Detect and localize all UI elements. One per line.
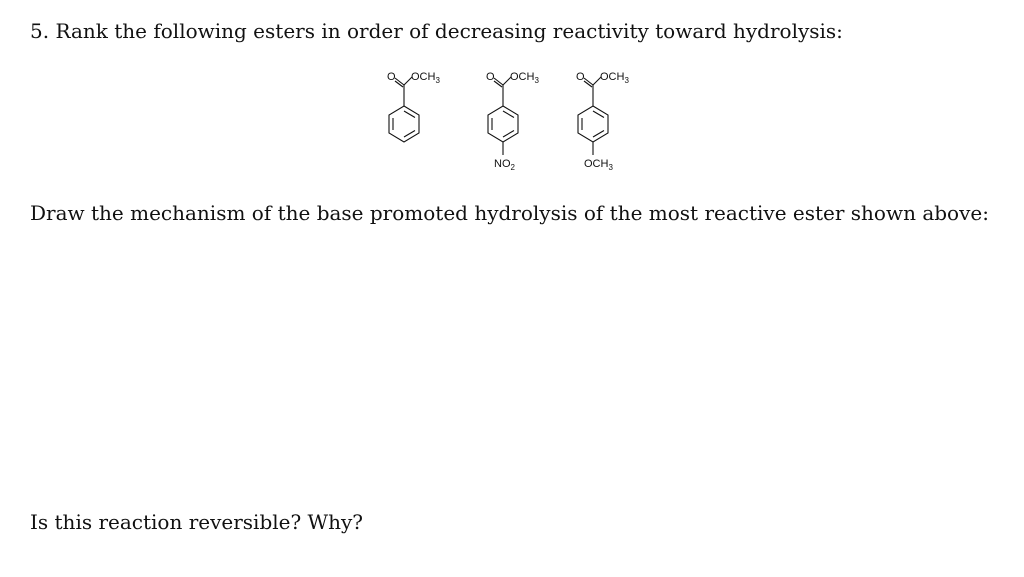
carbonyl-oxygen-label: O [486, 71, 495, 83]
mechanism-question-text: Draw the mechanism of the base promoted hydrolysis of the most reactive ester shown above: [30, 201, 989, 225]
carbonyl-oxygen-label: O [387, 71, 396, 83]
nitro-ester-diagram [466, 62, 566, 180]
ester-structure-2 [466, 62, 566, 180]
methoxy-ester-diagram [556, 62, 656, 180]
carbonyl-oxygen-label: O [576, 71, 585, 83]
ester-group-label: $OCH_3$ [600, 71, 629, 85]
para-substituent-label: $NO_2$ [494, 158, 515, 172]
ester-structure-1 [367, 62, 467, 180]
reversible-question-text: Is this reaction reversible? Why? [30, 510, 364, 534]
question-5-text: 5. Rank the following esters in order of decreasing reactivity toward hydrolysis: [30, 19, 843, 43]
ester-group-label: $OCH_3$ [411, 71, 440, 85]
ester-group-label: $OCH_3$ [510, 71, 539, 85]
benzene-ester-diagram [367, 62, 467, 180]
para-substituent-label: $OCH_3$ [584, 158, 613, 172]
ester-structure-3 [556, 62, 656, 180]
